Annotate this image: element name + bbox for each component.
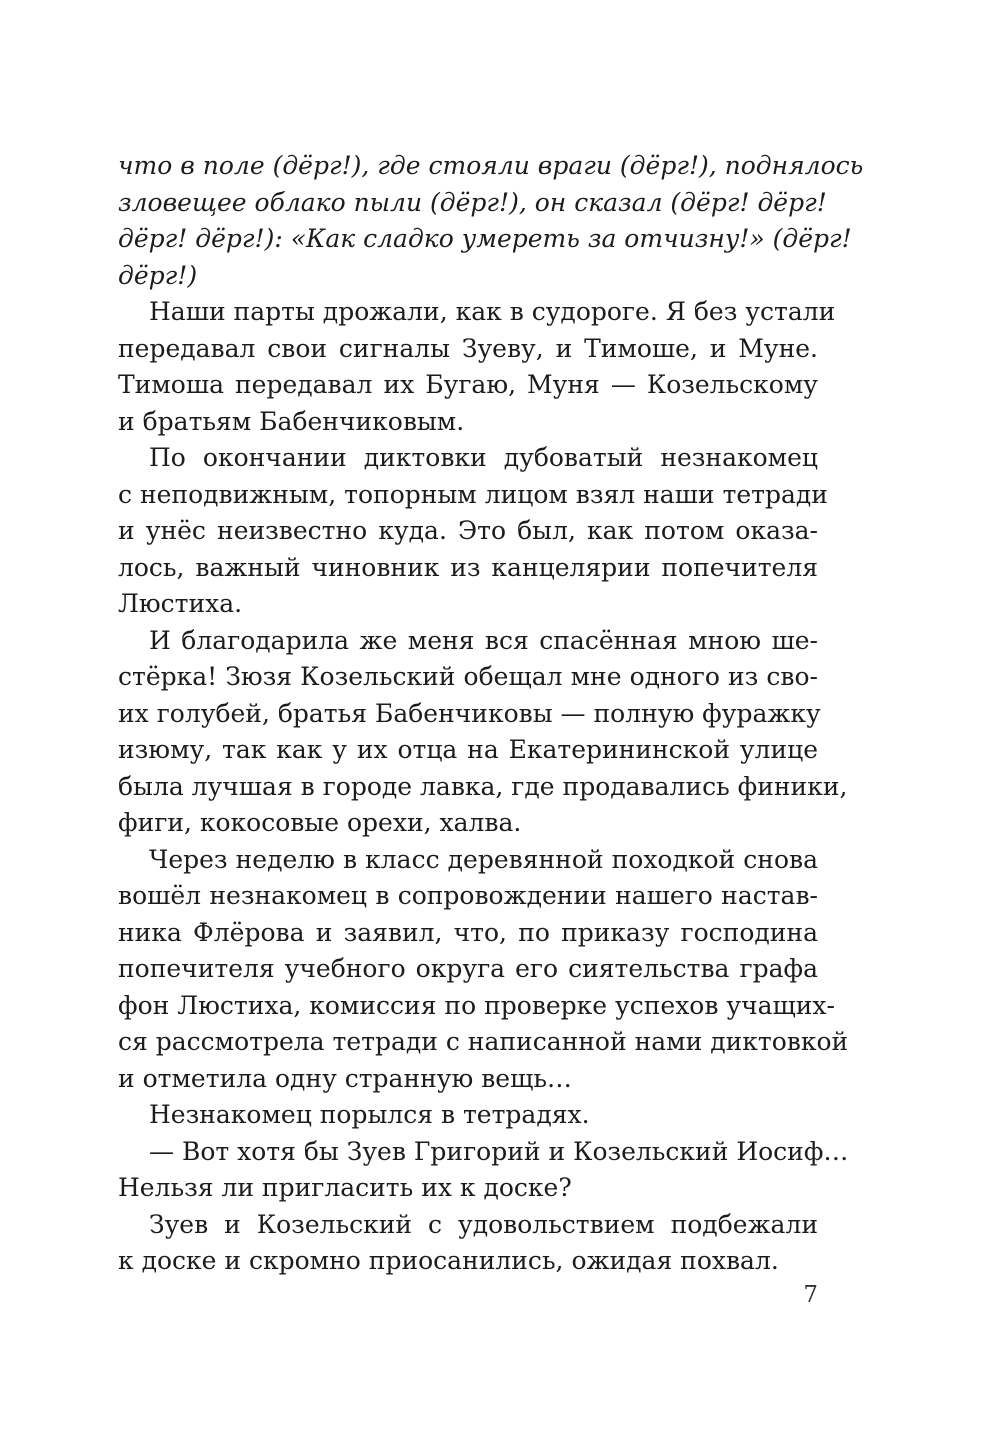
text-line: фиги, кокосовые орехи, халва. [118,808,522,837]
text-line: Наши парты дрожали, как в судороге. Я без устали [149,297,836,326]
text-line: и унёс неизвестно куда. Это был, как потом оказа- [118,516,818,545]
text-line: с неподвижным, топорным лицом взял наши тетради [118,479,828,509]
page-number: 7 [803,1282,818,1308]
paragraph [118,842,849,1098]
paragraph [118,1207,818,1280]
text-line: Люстиха. [118,589,243,618]
paragraph [118,623,848,842]
text-line: ся рассмотрела тетради с написанной нами диктовкой [118,1027,849,1056]
text-line: передавал свои сигналы Зуеву, и Тимоше, и Муне. [118,333,818,363]
text-line: Незнакомец порылся в тетрадях. [149,1100,590,1129]
text-line: была лучшая в городе лавка, где продавались финики, [118,771,848,801]
paragraph [118,294,836,440]
text-line: и братьям Бабенчиковым. [118,406,465,436]
text-line: И благодарила же меня вся спасённая мною ше- [149,625,818,655]
text-line: попечителя учебного округа его сиятельства графа [118,954,818,983]
text-line: Через неделю в класс деревянной походкой снова [149,844,818,874]
text-line: По окончании диктовки дубоватый незнакомец [149,443,818,472]
text-line: зловещее облако пыли (дёрг!), он сказал (дёрг! дёрг! [118,187,827,217]
text-line: дёрг! дёрг!): «Как сладко умереть за отчизну!» (дёрг! [118,224,852,253]
text-line: Зуев и Козельский с удовольствием подбежали [149,1209,818,1239]
body-text [118,148,864,1280]
text-line: ника Флёрова и заявил, что, по приказу господина [118,917,818,947]
text-line: лось, важный чиновник из канцелярии попечителя [118,552,818,582]
text-line: Нельзя ли пригласить их к доске? [118,1173,572,1202]
text-line: дёрг!) [118,260,198,290]
text-line: изюму, так как у их отца на Екатерининской улице [118,735,818,764]
text-line: к доске и скромно приосанились, ожидая похвал. [118,1246,779,1275]
text-line: что в поле (дёрг!), где стояли враги (дёрг!), поднялось [118,151,864,180]
text-line: и отметила одну странную вещь… [118,1063,572,1093]
paragraph [118,440,828,623]
paragraph [118,1134,849,1207]
text-line: фон Люстиха, комиссия по проверке успехов учащих- [118,990,835,1020]
text-line: — Вот хотя бы Зуев Григорий и Козельский Иосиф… [149,1136,849,1166]
paragraph [118,148,864,294]
text-line: Тимоша передавал их Бугаю, Муня — Козельскому [118,370,818,399]
text-line: стёрка! Зюзя Козельский обещал мне одного из сво- [118,662,818,691]
text-line: вошёл незнакомец в сопровождении нашего настав- [118,881,818,910]
text-line: их голубей, братья Бабенчиковы — полную фуражку [118,698,821,728]
paragraph [118,1097,818,1134]
